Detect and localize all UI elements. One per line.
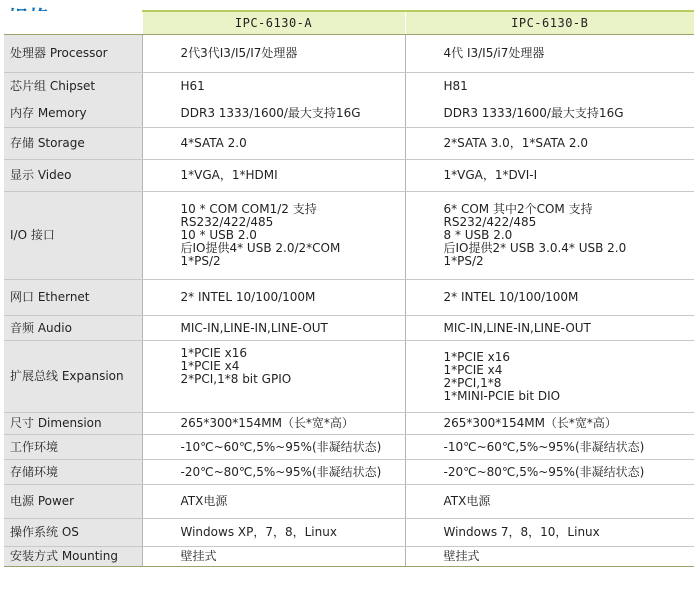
table-row — [4, 73, 694, 101]
value-a — [142, 341, 405, 413]
value-line: 4代 I3/I5/i7处理器 — [443, 46, 545, 60]
row-label: 尺寸 Dimension — [4, 413, 142, 435]
value-line: 2*PCI,1*8 bit GPIO — [180, 372, 292, 386]
row-label: 扩展总线 Expansion — [4, 341, 142, 413]
row-label: 存储环境 — [4, 460, 142, 485]
value-line: Windows XP，7，8，Linux — [180, 525, 337, 539]
value-line: 265*300*154MM（长*宽*高） — [180, 416, 354, 430]
value-b — [405, 460, 694, 485]
row-label: 网口 Ethernet — [4, 280, 142, 316]
value-a — [142, 280, 405, 316]
value-line: 10 * COM COM1/2 支持 — [180, 202, 317, 216]
value-a — [142, 460, 405, 485]
value-a — [142, 435, 405, 460]
value-b — [405, 35, 694, 73]
value-line: H81 — [443, 79, 468, 94]
row-label: 工作环境 — [4, 435, 142, 460]
table-row — [4, 101, 694, 128]
value-a — [142, 73, 405, 101]
header-blank-cell — [4, 11, 142, 35]
value-a — [142, 192, 405, 280]
value-line: ATX电源 — [443, 494, 491, 508]
value-b — [405, 160, 694, 192]
value-line: 265*300*154MM（长*宽*高） — [443, 416, 617, 430]
value-line: RS232/422/485 — [443, 215, 537, 229]
value-b — [405, 192, 694, 280]
row-label: 安装方式 Mounting — [4, 547, 142, 567]
value-line: 后IO提供2* USB 3.0.4* USB 2.0 — [443, 241, 627, 255]
value-line: 后IO提供4* USB 2.0/2*COM — [180, 241, 341, 255]
column-header-a: IPC-6130-A — [142, 11, 405, 35]
value-b — [405, 413, 694, 435]
value-b — [405, 485, 694, 519]
value-line: 2*PCI,1*8 — [443, 375, 502, 390]
value-b — [405, 435, 694, 460]
value-line: 1*PCIE x16 — [443, 349, 511, 364]
value-line: 1*PS/2 — [180, 254, 221, 268]
row-label: 显示 Video — [4, 160, 142, 192]
value-a — [142, 101, 405, 128]
value-a — [142, 519, 405, 547]
value-line: 2* INTEL 10/100/100M — [180, 290, 316, 304]
table-row — [4, 413, 694, 435]
value-line: -10℃~60℃,5%~95%(非凝结状态) — [180, 439, 382, 454]
value-line: 1*VGA，1*HDMI — [180, 168, 278, 182]
table-row — [4, 128, 694, 160]
table-row — [4, 35, 694, 73]
value-b — [405, 547, 694, 567]
value-line: 4*SATA 2.0 — [180, 136, 247, 150]
value-a — [142, 485, 405, 519]
row-label: 音频 Audio — [4, 316, 142, 341]
value-line: 壁挂式 — [443, 549, 480, 563]
value-line: 2*SATA 3.0，1*SATA 2.0 — [443, 136, 589, 150]
table-row — [4, 160, 694, 192]
value-line: 1*PCIE x16 — [180, 346, 248, 360]
table-row — [4, 547, 694, 567]
value-line: -10℃~60℃,5%~95%(非凝结状态) — [443, 439, 645, 454]
value-b — [405, 316, 694, 341]
value-line: 1*PS/2 — [443, 254, 484, 268]
table-row — [4, 192, 694, 280]
value-b — [405, 519, 694, 547]
value-line: DDR3 1333/1600/最大支持16G — [443, 106, 624, 121]
value-line: RS232/422/485 — [180, 215, 274, 229]
row-label: 处理器 Processor — [4, 35, 142, 73]
row-label: 操作系统 OS — [4, 519, 142, 547]
row-label: 存储 Storage — [4, 128, 142, 160]
table-row — [4, 280, 694, 316]
value-line: 1*PCIE x4 — [443, 362, 503, 377]
row-label: 芯片组 Chipset — [4, 73, 142, 101]
value-line: 2* INTEL 10/100/100M — [443, 290, 579, 304]
table-row — [4, 485, 694, 519]
value-line: MIC-IN,LINE-IN,LINE-OUT — [180, 320, 328, 335]
value-b — [405, 341, 694, 413]
value-b — [405, 73, 694, 101]
table-row — [4, 519, 694, 547]
row-label: 电源 Power — [4, 485, 142, 519]
value-line: 6* COM 其中2个COM 支持 — [443, 202, 593, 216]
value-line: -20℃~80℃,5%~95%(非凝结状态) — [180, 464, 382, 479]
row-label: I/O 接口 — [4, 192, 142, 280]
table-row — [4, 435, 694, 460]
table-header-row — [4, 11, 694, 35]
value-line: -20℃~80℃,5%~95%(非凝结状态) — [443, 464, 645, 479]
value-a — [142, 160, 405, 192]
value-a — [142, 316, 405, 341]
value-line: 1*PCIE x4 — [180, 359, 240, 373]
value-line: 1*MINI-PCIE bit DIO — [443, 388, 561, 403]
value-b — [405, 280, 694, 316]
value-a — [142, 128, 405, 160]
spec-table — [4, 10, 694, 567]
value-a — [142, 35, 405, 73]
value-line: 1*VGA，1*DVI-I — [443, 168, 538, 182]
value-line: ATX电源 — [180, 494, 228, 508]
value-line: Windows 7，8，10，Linux — [443, 525, 600, 539]
value-b — [405, 128, 694, 160]
value-b — [405, 101, 694, 128]
table-row — [4, 316, 694, 341]
value-line: 壁挂式 — [180, 549, 217, 563]
value-line: 8 * USB 2.0 — [443, 228, 513, 242]
table-row — [4, 460, 694, 485]
column-header-b: IPC-6130-B — [405, 11, 694, 35]
value-line: DDR3 1333/1600/最大支持16G — [180, 106, 361, 121]
table-row — [4, 341, 694, 413]
value-line: MIC-IN,LINE-IN,LINE-OUT — [443, 320, 591, 335]
value-a — [142, 413, 405, 435]
value-line: 2代3代I3/I5/I7处理器 — [180, 46, 298, 60]
value-line: 10 * USB 2.0 — [180, 228, 257, 242]
value-line: H61 — [180, 79, 205, 94]
value-a — [142, 547, 405, 567]
row-label: 内存 Memory — [4, 101, 142, 128]
